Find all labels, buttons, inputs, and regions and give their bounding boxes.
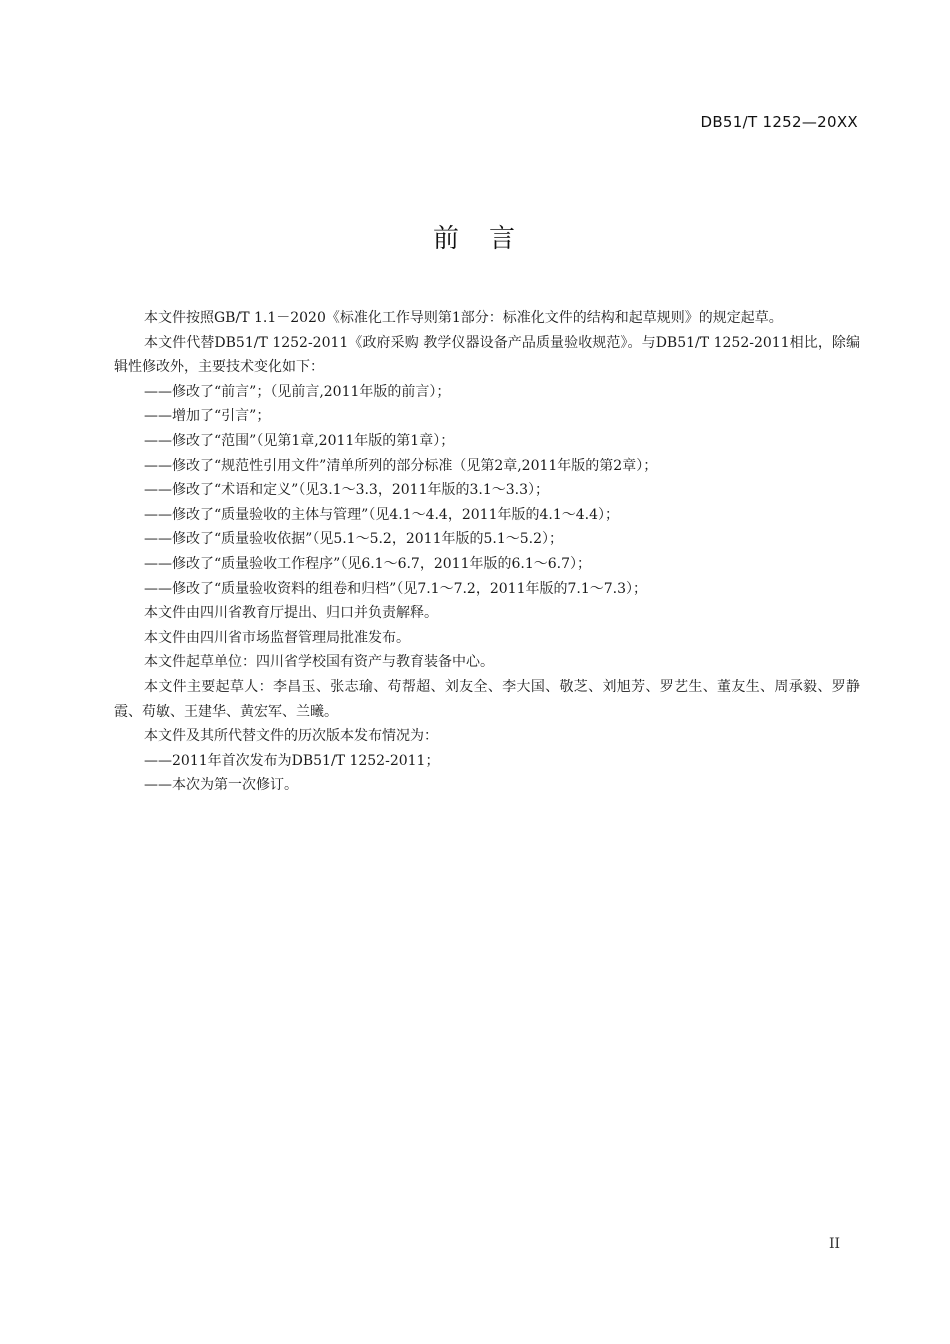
foreword-body: [114, 306, 860, 798]
paragraph-drafters: 本文件主要起草人：李昌玉、张志瑜、苟帮超、刘友全、李大国、敬芝、刘旭芳、罗艺生、董友生、周承毅、罗静霞、苟敏、王建华、黄宏军、兰曦。: [114, 678, 860, 720]
change-item: ——修改了“质量验收资料的组卷和归档”（见7.1～7.2，2011年版的7.1～7.3）；: [144, 580, 648, 597]
paragraph-proposer: 本文件由四川省教育厅提出、归口并负责解释。: [144, 605, 438, 622]
change-item: ——修改了“术语和定义”（见3.1～3.3，2011年版的3.1～3.3）；: [144, 482, 550, 499]
change-item: ——修改了“范围”（见第1章,2011年版的第1章）；: [144, 432, 455, 449]
paragraph-history-intro: 本文件及其所代替文件的历次版本发布情况为：: [144, 728, 438, 745]
history-item: ——2011年首次发布为DB51/T 1252-2011；: [144, 752, 440, 769]
change-item: ——修改了“质量验收的主体与管理”（见4.1～4.4，2011年版的4.1～4.4）；: [144, 506, 620, 523]
document-code: DB51/T 1252—20XX: [700, 113, 858, 131]
page-title: 前 言: [432, 224, 517, 254]
change-item: ——修改了“前言”；（见前言,2011年版的前言）；: [144, 383, 451, 400]
change-item: ——修改了“质量验收工作程序”（见6.1～6.7，2011年版的6.1～6.7）；: [144, 555, 592, 572]
change-item: ——修改了“质量验收依据”（见5.1～5.2，2011年版的5.1～5.2）；: [144, 531, 564, 548]
history-item: ——本次为第一次修订。: [144, 777, 298, 794]
paragraph-drafting-rules: 本文件按照GB/T 1.1－2020《标准化工作导则第1部分：标准化文件的结构和起草规则》的规定起草。: [144, 310, 783, 326]
paragraph-drafting-unit: 本文件起草单位：四川省学校国有资产与教育装备中心。: [144, 654, 494, 671]
paragraph-approver: 本文件由四川省市场监督管理局批准发布。: [144, 629, 410, 646]
change-item: ——修改了“规范性引用文件”清单所列的部分标准（见第2章,2011年版的第2章）；: [144, 457, 658, 474]
paragraph-replacement: 本文件代替DB51/T 1252-2011《政府采购 教学仪器设备产品质量验收规范》。与DB51/T 1252-2011相比，除编辑性修改外，主要技术变化如下：: [114, 334, 860, 376]
page-number: II: [829, 1236, 841, 1252]
change-item: ——增加了“引言”；: [144, 408, 271, 425]
